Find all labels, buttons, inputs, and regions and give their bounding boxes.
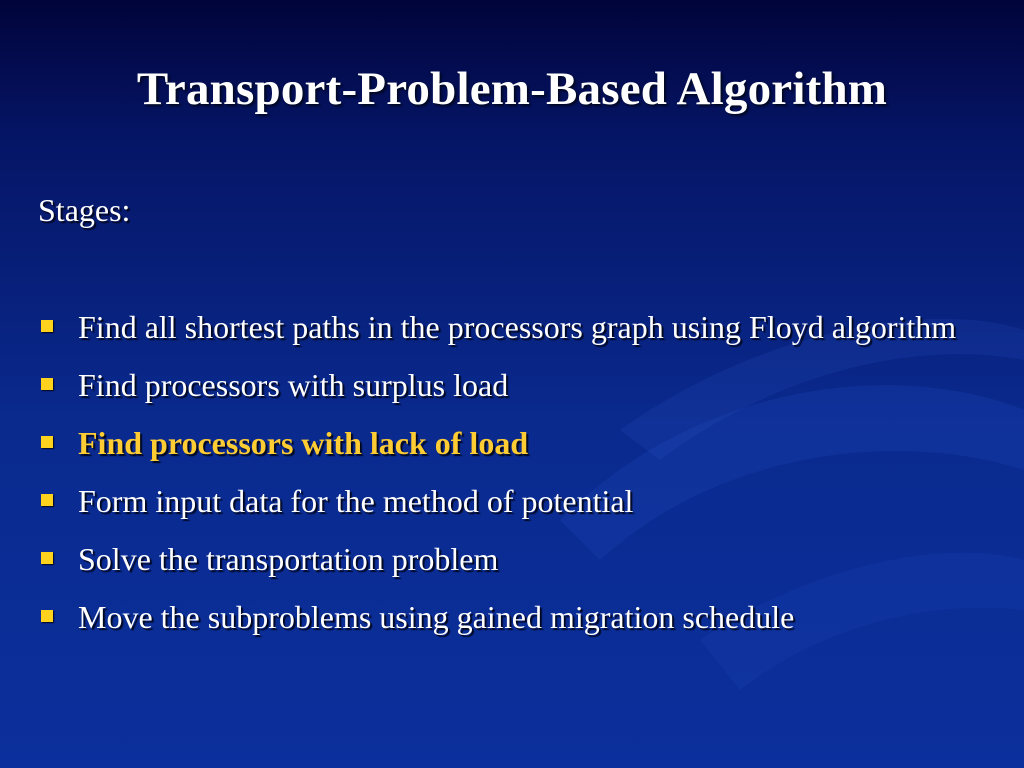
- stage-item-4: [38, 479, 988, 523]
- stages-list: [38, 305, 988, 653]
- stage-item-5: [38, 537, 988, 581]
- stage-item-3-highlighted: [38, 421, 988, 465]
- square-bullet-icon: [41, 552, 53, 564]
- square-bullet-icon: [41, 378, 53, 390]
- stage-item-text: Find processors with surplus load: [78, 367, 509, 403]
- stage-item-6: [38, 595, 988, 639]
- square-bullet-icon: [41, 436, 53, 448]
- stage-item-text: Find processors with lack of load: [78, 425, 529, 461]
- stage-item-text: Solve the transportation problem: [78, 541, 499, 577]
- square-bullet-icon: [41, 494, 53, 506]
- stage-item-2: [38, 363, 988, 407]
- stage-item-text: Find all shortest paths in the processors graph using Floyd algorithm: [78, 309, 957, 345]
- stages-label: Stages:: [38, 192, 131, 228]
- stage-item-text: Move the subproblems using gained migration schedule: [78, 599, 795, 635]
- square-bullet-icon: [41, 320, 53, 332]
- square-bullet-icon: [41, 610, 53, 622]
- stage-item-1: [38, 305, 988, 349]
- stage-item-text: Form input data for the method of potential: [78, 483, 634, 519]
- slide-title: Transport-Problem-Based Algorithm: [136, 63, 888, 115]
